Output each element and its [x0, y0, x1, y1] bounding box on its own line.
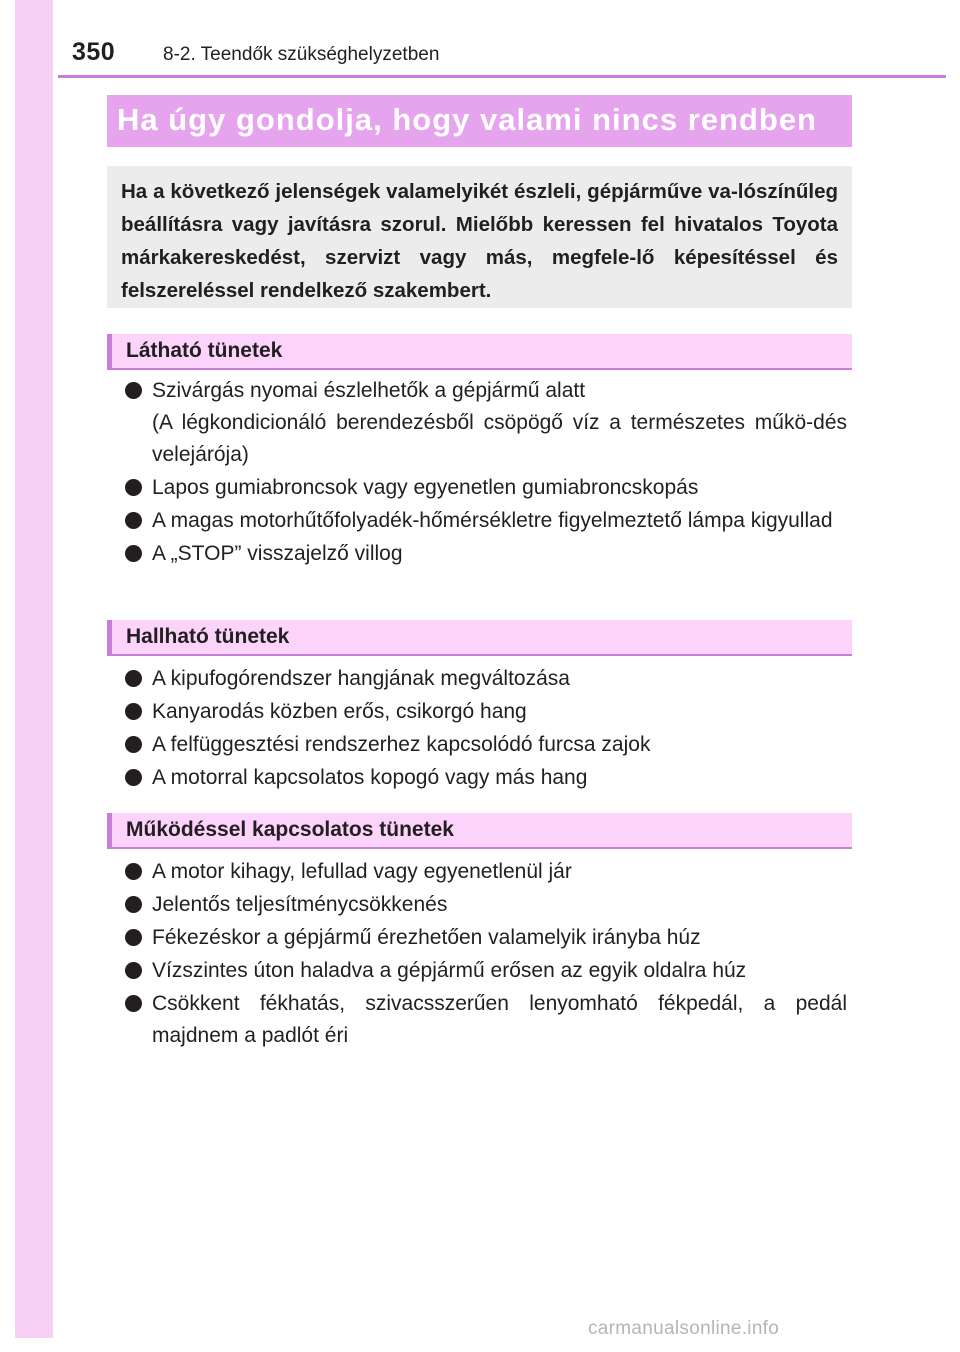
bullet-icon: [125, 670, 142, 687]
list-item-text: Csökkent fékhatás, szivacsszerűen lenyomható fékpedál, a pedál majdnem a padlót éri: [152, 992, 847, 1047]
list-item-note: (A légkondicionáló berendezésből csöpögő víz a természetes műkö-dés velejárója): [152, 411, 847, 466]
section-heading-label: Hallható tünetek: [126, 625, 290, 648]
header-rule: [58, 75, 946, 78]
watermark: carmanualsonline.info: [588, 1318, 780, 1339]
list-item-text: A kipufogórendszer hangjának megváltozása: [152, 667, 570, 690]
bullet-icon: [125, 995, 142, 1012]
list-item-text: Jelentős teljesítménycsökkenés: [152, 893, 448, 916]
list-item-text: Fékezéskor a gépjármű érezhetően valamelyik irányba húz: [152, 926, 701, 949]
bullet-icon: [125, 769, 142, 786]
list-item-text: Lapos gumiabroncsok vagy egyenetlen gumiabroncskopás: [152, 476, 699, 499]
section-heading-visible-symptoms: [107, 334, 852, 370]
list-item: [125, 955, 847, 987]
list-item: [125, 762, 847, 794]
list-item: [125, 472, 847, 504]
side-color-strip: [15, 0, 53, 1338]
list-item: [125, 988, 847, 1052]
page-title: Ha úgy gondolja, hogy valami nincs rendben: [117, 102, 817, 137]
list-item: [125, 663, 847, 695]
list-item-text: Szivárgás nyomai észlelhetők a gépjármű alatt: [152, 379, 586, 402]
bullet-icon: [125, 736, 142, 753]
list-item: [125, 696, 847, 728]
bullet-icon: [125, 896, 142, 913]
bullet-icon: [125, 382, 142, 399]
visible-symptoms-list: [125, 375, 847, 571]
page-title-bar: [107, 95, 852, 147]
section-heading-audible-symptoms: [107, 620, 852, 656]
section-heading-operational-symptoms: [107, 813, 852, 849]
list-item-text: A motor kihagy, lefullad vagy egyenetlenül jár: [152, 860, 572, 883]
intro-text: Ha a következő jelenségek valamelyikét észleli, gépjárműve va-lószínűleg beállításra vagy javításra szorul. Mielőbb keressen fel hivatalos Toyota márkakereskedést, szervizt vagy más, megfele-lő képesítéssel és felszereléssel rendelkező szakembert.: [121, 180, 838, 302]
list-item-text: A motorral kapcsolatos kopogó vagy más hang: [152, 766, 588, 789]
list-item: [125, 889, 847, 921]
list-item: [125, 505, 847, 537]
list-item-text: A „STOP” visszajelző villog: [152, 542, 403, 565]
list-item-text: Kanyarodás közben erős, csikorgó hang: [152, 700, 527, 723]
running-head: 8-2. Teendők szükséghelyzetben: [163, 44, 440, 65]
section-heading-label: Működéssel kapcsolatos tünetek: [126, 818, 454, 841]
bullet-icon: [125, 545, 142, 562]
bullet-icon: [125, 863, 142, 880]
bullet-icon: [125, 703, 142, 720]
bullet-icon: [125, 929, 142, 946]
bullet-icon: [125, 479, 142, 496]
bullet-icon: [125, 512, 142, 529]
list-item: [125, 729, 847, 761]
audible-symptoms-list: [125, 663, 847, 795]
bullet-icon: [125, 962, 142, 979]
section-heading-label: Látható tünetek: [126, 339, 283, 362]
list-item: [125, 856, 847, 888]
intro-box: [107, 166, 852, 308]
operational-symptoms-list: [125, 856, 847, 1053]
list-item-text: A felfüggesztési rendszerhez kapcsolódó furcsa zajok: [152, 733, 651, 756]
list-item-text: Vízszintes úton haladva a gépjármű erősen az egyik oldalra húz: [152, 959, 747, 982]
page-number: 350: [72, 38, 116, 66]
list-item-text: A magas motorhűtőfolyadék-hőmérsékletre figyelmeztető lámpa kigyullad: [152, 509, 833, 532]
list-item: [125, 375, 847, 471]
list-item: [125, 922, 847, 954]
list-item: [125, 538, 847, 570]
